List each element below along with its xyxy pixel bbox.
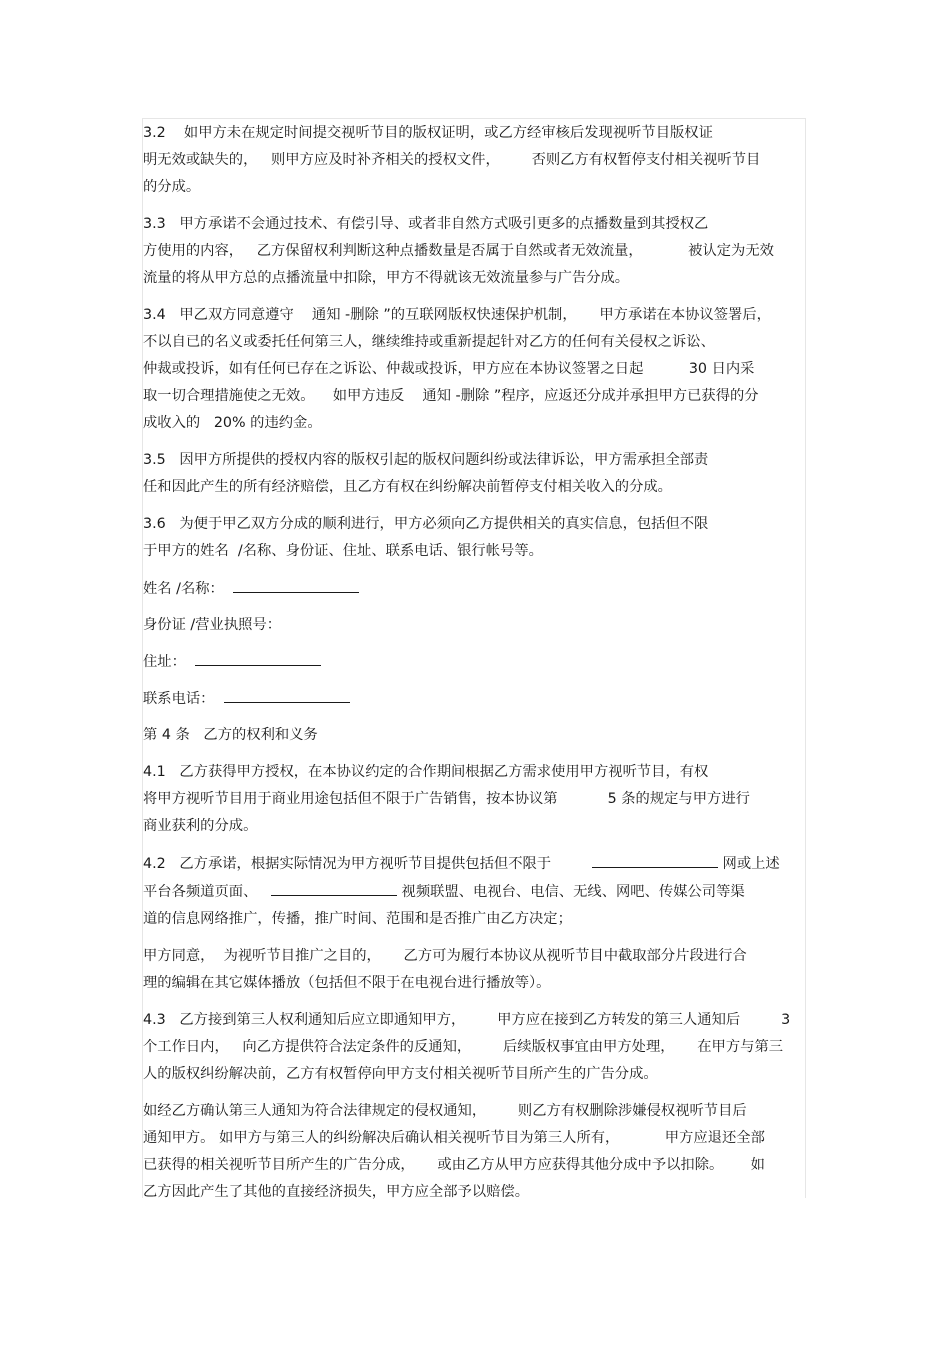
clause-paragraph: [143, 1007, 807, 1088]
clause-text: 4.2 乙方承诺，根据实际情况为甲方视听节目提供包括但不限于: [143, 856, 592, 872]
clause-line: 已获得的相关视听节目所产生的广告分成， 或由乙方从甲方应获得其他分成中予以扣除。 如: [143, 1157, 765, 1173]
article-4-title: [143, 722, 807, 749]
clause-text: 视频联盟、电视台、电信、无线、网吧、传媒公司等渠: [397, 884, 745, 900]
clause-line: 任和因此产生的所有经济赔偿，且乙方有权在纠纷解决前暂停支付相关收入的分成。: [143, 479, 672, 495]
clause-line: 3.4 甲乙双方同意遵守 通知 -删除 ”的互联网版权快速保护机制， 甲方承诺在本协议签署后，: [143, 307, 771, 323]
clause-line: 方使用的内容， 乙方保留权利判断这种点播数量是否属于自然或者无效流量， 被认定为无效: [143, 243, 774, 259]
clause-line: 于甲方的姓名 /名称、身份证、住址、联系电话、银行帐号等。: [143, 543, 543, 559]
info-field: [143, 685, 807, 713]
blank-underline: [592, 850, 718, 868]
blank-underline: [195, 648, 321, 666]
clause-4-1: [143, 759, 807, 840]
clause-line: 人的版权纠纷解决前，乙方有权暂停向甲方支付相关视听节目所产生的广告分成。: [143, 1066, 658, 1082]
clause-text: 网或上述: [718, 856, 780, 872]
field-label: 住址：: [143, 654, 195, 670]
clauses-3: [143, 120, 807, 565]
clause-line: 将甲方视听节目用于商业用途包括但不限于广告销售，按本协议第 5 条的规定与甲方进行: [143, 791, 750, 807]
clause-line: 通知甲方。 如甲方与第三人的纠纷解决后确认相关视听节目为第三人所有， 甲方应退还全部: [143, 1130, 765, 1146]
clause-line: 商业获利的分成。: [143, 818, 258, 834]
clause-line: 成收入的 20% 的违约金。: [143, 415, 322, 431]
clause-line: [143, 878, 807, 906]
clause-line: 甲方同意， 为视听节目推广之目的， 乙方可为履行本协议从视听节目中截取部分片段进行合: [143, 948, 747, 964]
clause-line: 理的编辑在其它媒体播放（包括但不限于在电视台进行播放等）。: [143, 975, 551, 991]
blank-underline: [224, 685, 350, 703]
clause-line: 4.3 乙方接到第三人权利通知后应立即通知甲方， 甲方应在接到乙方转发的第三人通知后 3: [143, 1012, 791, 1028]
clause-line: 道的信息网络推广，传播，推广时间、范围和是否推广由乙方决定；: [143, 911, 572, 927]
document-body: [143, 120, 807, 1216]
clause-4-2: [143, 850, 807, 933]
clause-line: 的分成。: [143, 179, 201, 195]
clause-line: 3.6 为便于甲乙双方分成的顺利进行，甲方必须向乙方提供相关的真实信息，包括但不限: [143, 516, 709, 532]
clause-line: 3.3 甲方承诺不会通过技术、有偿引导、或者非自然方式吸引更多的点播数量到其授权乙: [143, 216, 709, 232]
clause-paragraph: [143, 759, 807, 840]
clause-line: 个工作日内， 向乙方提供符合法定条件的反通知， 后续版权事宜由甲方处理， 在甲方与第三: [143, 1039, 784, 1055]
clause-paragraph: [143, 447, 807, 501]
clause-paragraph: [143, 120, 807, 201]
info-fields: [143, 575, 807, 713]
info-field: [143, 612, 807, 639]
clause-line: 仲裁或投诉，如有任何已存在之诉讼、仲裁或投诉，甲方应在本协议签署之日起 30 日内采: [143, 361, 755, 377]
clause-text: 平台各频道页面、: [143, 884, 272, 900]
clause-paragraph: [143, 1098, 807, 1206]
info-field: [143, 575, 807, 603]
clause-line: 取一切合理措施使之无效。 如甲方违反 通知 -删除 ”程序，应返还分成并承担甲方已获得的分: [143, 388, 759, 404]
field-label: 联系电话：: [143, 691, 224, 707]
clause-line: 明无效或缺失的， 则甲方应及时补齐相关的授权文件， 否则乙方有权暂停支付相关视听节目: [143, 152, 761, 168]
field-label: 身份证 /营业执照号：: [143, 617, 282, 633]
info-field: [143, 648, 807, 676]
clause-line: [143, 850, 807, 878]
clause-line: 流量的将从甲方总的点播流量中扣除，甲方不得就该无效流量参与广告分成。: [143, 270, 630, 286]
clause-line: 3.2 如甲方未在规定时间提交视听节目的版权证明，或乙方经审核后发现视听节目版权证: [143, 125, 713, 141]
clause-line: 乙方因此产生了其他的直接经济损失，甲方应全部予以赔偿。: [143, 1184, 530, 1200]
clause-paragraph: [143, 943, 807, 997]
article-title-text: 第 4 条 乙方的权利和义务: [143, 727, 318, 743]
clause-line: 不以自已的名义或委托任何第三人，继续维持或重新提起针对乙方的任何有关侵权之诉讼、: [143, 334, 715, 350]
clause-line: 3.5 因甲方所提供的授权内容的版权引起的版权问题纠纷或法律诉讼，甲方需承担全部责: [143, 452, 709, 468]
clause-line: 4.1 乙方获得甲方授权，在本协议约定的合作期间根据乙方需求使用甲方视听节目，有权: [143, 764, 709, 780]
blank-underline: [271, 878, 397, 896]
field-label: 姓名 /名称：: [143, 581, 233, 597]
clause-paragraph: [143, 211, 807, 292]
clauses-4-rest: [143, 943, 807, 1206]
clause-paragraph: [143, 511, 807, 565]
blank-underline: [233, 575, 359, 593]
clause-paragraph: [143, 302, 807, 437]
clause-line: 如经乙方确认第三人通知为符合法律规定的侵权通知， 则乙方有权删除涉嫌侵权视听节目后: [143, 1103, 747, 1119]
